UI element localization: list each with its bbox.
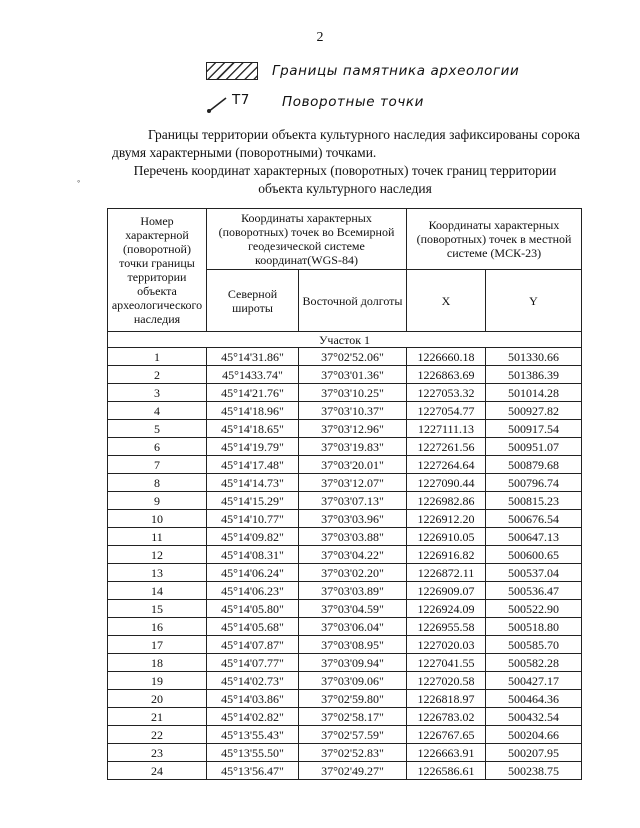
table-row (108, 348, 582, 366)
table-row (108, 474, 582, 492)
table-row (108, 582, 582, 600)
cell-n: 15 (108, 600, 207, 618)
cell-x: 1226783.02 (407, 708, 486, 726)
table-row (108, 384, 582, 402)
legend-boundary (206, 62, 519, 80)
legend-point-label: Поворотные точки (282, 94, 425, 110)
cell-lon: 37°03'10.25" (299, 384, 407, 402)
cell-x: 1226912.20 (407, 510, 486, 528)
cell-lon: 37°02'52.06" (299, 348, 407, 366)
cell-n: 2 (108, 366, 207, 384)
cell-x: 1227020.03 (407, 636, 486, 654)
cell-y: 500518.80 (486, 618, 582, 636)
cell-x: 1227111.13 (407, 420, 486, 438)
cell-lat: 45°14'19.79" (207, 438, 299, 456)
cell-lat: 45°13'55.50" (207, 744, 299, 762)
cell-x: 1226663.91 (407, 744, 486, 762)
cell-lon: 37°03'20.01" (299, 456, 407, 474)
table-row (108, 366, 582, 384)
cell-lon: 37°02'59.80" (299, 690, 407, 708)
cell-y: 500796.74 (486, 474, 582, 492)
cell-lon: 37°02'58.17" (299, 708, 407, 726)
intro-paragraph: Границы территории объекта культурного наследия зафиксированы сорока двумя характерными (поворотными) точками. (112, 127, 580, 160)
cell-lon: 37°03'08.95" (299, 636, 407, 654)
table-row (108, 492, 582, 510)
cell-lat: 45°14'06.23" (207, 582, 299, 600)
cell-y: 501386.39 (486, 366, 582, 384)
cell-x: 1226586.61 (407, 762, 486, 780)
table-row (108, 564, 582, 582)
header-x: X (407, 270, 486, 332)
cell-lon: 37°02'49.27" (299, 762, 407, 780)
cell-lon: 37°02'52.83" (299, 744, 407, 762)
list-title-line1: Перечень координат характерных (поворотных) точек границ территории (133, 163, 557, 178)
cell-y: 500238.75 (486, 762, 582, 780)
cell-y: 501014.28 (486, 384, 582, 402)
cell-lat: 45°14'05.80" (207, 600, 299, 618)
page-number: 2 (316, 30, 324, 45)
cell-y: 500815.23 (486, 492, 582, 510)
cell-lon: 37°03'03.88" (299, 528, 407, 546)
table-row (108, 726, 582, 744)
table-row (108, 456, 582, 474)
cell-lat: 45°14'18.96" (207, 402, 299, 420)
cell-lat: 45°14'07.87" (207, 636, 299, 654)
table-row (108, 402, 582, 420)
cell-y: 500600.65 (486, 546, 582, 564)
header-wgs84: Координаты характерных (поворотных) точек во Всемирной геодезической системе координат(WGS-84) (207, 209, 407, 270)
cell-n: 19 (108, 672, 207, 690)
cell-n: 11 (108, 528, 207, 546)
cell-n: 12 (108, 546, 207, 564)
cell-y: 500522.90 (486, 600, 582, 618)
cell-x: 1226924.09 (407, 600, 486, 618)
cell-y: 500647.13 (486, 528, 582, 546)
cell-y: 500204.66 (486, 726, 582, 744)
cell-n: 10 (108, 510, 207, 528)
cell-lat: 45°14'17.48" (207, 456, 299, 474)
cell-x: 1226910.05 (407, 528, 486, 546)
cell-lon: 37°03'09.06" (299, 672, 407, 690)
cell-y: 500879.68 (486, 456, 582, 474)
cell-y: 500676.54 (486, 510, 582, 528)
cell-y: 500432.54 (486, 708, 582, 726)
cell-n: 6 (108, 438, 207, 456)
cell-y: 500427.17 (486, 672, 582, 690)
cell-x: 1227090.44 (407, 474, 486, 492)
cell-lat: 45°14'09.82" (207, 528, 299, 546)
table-row (108, 654, 582, 672)
turning-point-icon (206, 92, 268, 112)
header-point-number: Номер характерной (поворотной) точки границы территории объекта археологического наследия (108, 209, 207, 332)
cell-x: 1226872.11 (407, 564, 486, 582)
cell-x: 1227020.58 (407, 672, 486, 690)
cell-lat: 45°14'05.68" (207, 618, 299, 636)
cell-x: 1226767.65 (407, 726, 486, 744)
hatched-area-icon (206, 62, 258, 80)
coordinates-table (107, 208, 582, 780)
cell-n: 8 (108, 474, 207, 492)
cell-y: 500927.82 (486, 402, 582, 420)
cell-lon: 37°03'03.89" (299, 582, 407, 600)
cell-y: 500537.04 (486, 564, 582, 582)
cell-n: 24 (108, 762, 207, 780)
table-row (108, 690, 582, 708)
header-latitude: Северной широты (207, 270, 299, 332)
cell-lon: 37°03'01.36" (299, 366, 407, 384)
table-row (108, 708, 582, 726)
table-row (108, 510, 582, 528)
header-longitude: Восточной долготы (299, 270, 407, 332)
list-title-line2: объекта культурного наследия (258, 181, 432, 196)
table-row (108, 438, 582, 456)
cell-y: 501330.66 (486, 348, 582, 366)
table-row (108, 672, 582, 690)
cell-lon: 37°03'04.59" (299, 600, 407, 618)
cell-n: 4 (108, 402, 207, 420)
cell-lon: 37°03'12.96" (299, 420, 407, 438)
cell-lon: 37°02'57.59" (299, 726, 407, 744)
table-row (108, 546, 582, 564)
cell-x: 1226660.18 (407, 348, 486, 366)
cell-n: 9 (108, 492, 207, 510)
cell-n: 13 (108, 564, 207, 582)
table-row (108, 744, 582, 762)
cell-y: 500464.36 (486, 690, 582, 708)
header-y: Y (486, 270, 582, 332)
cell-lat: 45°14'08.31" (207, 546, 299, 564)
cell-lat: 45°14'02.82" (207, 708, 299, 726)
legend-point-code: Т7 (232, 92, 250, 108)
cell-n: 16 (108, 618, 207, 636)
cell-x: 1227264.64 (407, 456, 486, 474)
cell-x: 1226982.86 (407, 492, 486, 510)
cell-lon: 37°03'19.83" (299, 438, 407, 456)
cell-lat: 45°13'55.43" (207, 726, 299, 744)
cell-x: 1227041.55 (407, 654, 486, 672)
table-row (108, 636, 582, 654)
cell-y: 500917.54 (486, 420, 582, 438)
header-msk23: Координаты характерных (поворотных) точек в местной системе (МСК-23) (407, 209, 582, 270)
cell-n: 17 (108, 636, 207, 654)
section-label: Участок 1 (108, 332, 582, 348)
cell-n: 18 (108, 654, 207, 672)
cell-n: 20 (108, 690, 207, 708)
cell-x: 1226863.69 (407, 366, 486, 384)
cell-n: 5 (108, 420, 207, 438)
cell-y: 500951.07 (486, 438, 582, 456)
cell-n: 1 (108, 348, 207, 366)
cell-y: 500207.95 (486, 744, 582, 762)
cell-lat: 45°14'03.86" (207, 690, 299, 708)
list-title (120, 162, 570, 198)
cell-lon: 37°03'04.22" (299, 546, 407, 564)
cell-lat: 45°14'07.77" (207, 654, 299, 672)
cell-lat: 45°13'56.47" (207, 762, 299, 780)
cell-lon: 37°03'12.07" (299, 474, 407, 492)
cell-lon: 37°03'03.96" (299, 510, 407, 528)
cell-y: 500585.70 (486, 636, 582, 654)
table-row (108, 420, 582, 438)
cell-y: 500582.28 (486, 654, 582, 672)
cell-n: 7 (108, 456, 207, 474)
margin-mark: ◦ (77, 176, 81, 186)
cell-lat: 45°14'31.86" (207, 348, 299, 366)
cell-n: 3 (108, 384, 207, 402)
cell-lon: 37°03'10.37" (299, 402, 407, 420)
cell-lat: 45°14'15.29" (207, 492, 299, 510)
cell-n: 23 (108, 744, 207, 762)
cell-lon: 37°03'06.04" (299, 618, 407, 636)
cell-x: 1226909.07 (407, 582, 486, 600)
table-row (108, 618, 582, 636)
table-row (108, 528, 582, 546)
cell-x: 1226818.97 (407, 690, 486, 708)
cell-n: 21 (108, 708, 207, 726)
cell-lat: 45°14'18.65" (207, 420, 299, 438)
cell-lat: 45°14'21.76" (207, 384, 299, 402)
cell-x: 1226916.82 (407, 546, 486, 564)
cell-x: 1227054.77 (407, 402, 486, 420)
table-row (108, 600, 582, 618)
cell-n: 14 (108, 582, 207, 600)
legend-boundary-label: Границы памятника археологии (272, 63, 520, 79)
cell-n: 22 (108, 726, 207, 744)
cell-lat: 45°1433.74" (207, 366, 299, 384)
cell-x: 1226955.58 (407, 618, 486, 636)
cell-lat: 45°14'10.77" (207, 510, 299, 528)
cell-x: 1227053.32 (407, 384, 486, 402)
cell-y: 500536.47 (486, 582, 582, 600)
table-row (108, 762, 582, 780)
cell-lon: 37°03'07.13" (299, 492, 407, 510)
legend-turning-points (206, 92, 424, 112)
cell-lon: 37°03'09.94" (299, 654, 407, 672)
cell-lat: 45°14'14.73" (207, 474, 299, 492)
cell-lon: 37°03'02.20" (299, 564, 407, 582)
cell-lat: 45°14'02.73" (207, 672, 299, 690)
cell-x: 1227261.56 (407, 438, 486, 456)
cell-lat: 45°14'06.24" (207, 564, 299, 582)
